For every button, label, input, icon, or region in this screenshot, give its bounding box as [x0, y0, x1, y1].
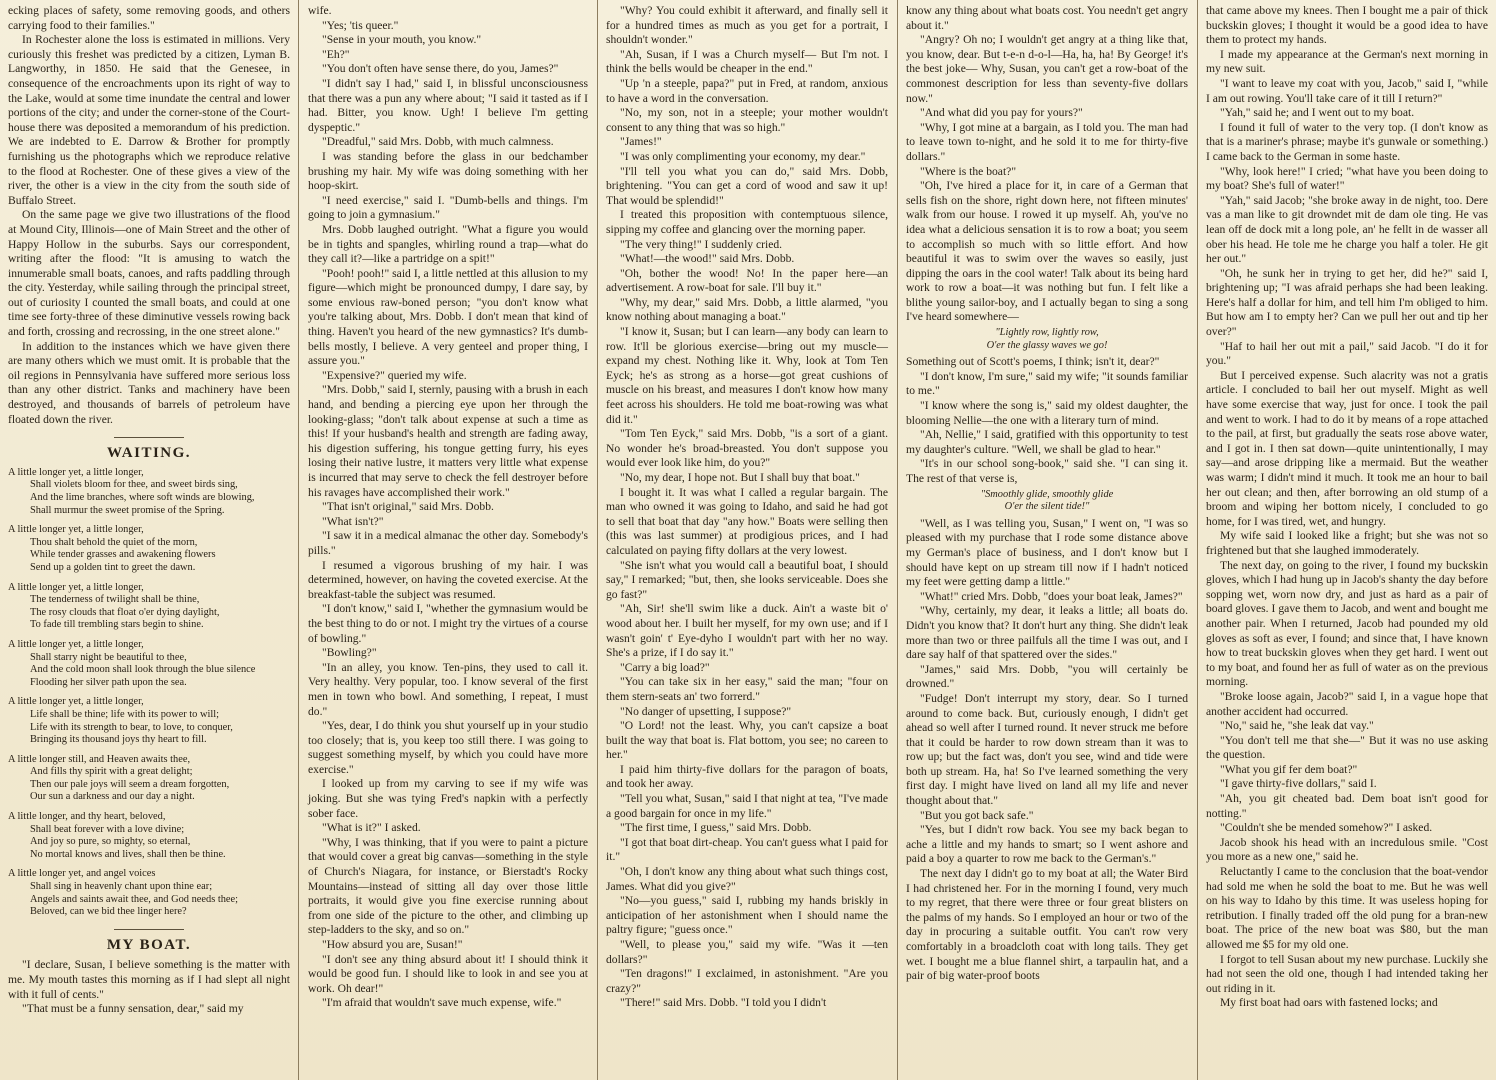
- paragraph: "Ten dragons!" I exclaimed, in astonishment. "Are you crazy?": [606, 967, 888, 995]
- paragraph: "Why, certainly, my dear, it leaks a little; all boats do. Didn't you know that? It don't hurt any thing. She didn't leak more than two or three pailfuls all the time I was out, and I dare say half of that spattered over the sides.": [906, 604, 1188, 662]
- poem-stanza: [8, 696, 290, 746]
- paragraph: "Eh?": [322, 47, 350, 61]
- poem-line: A little longer yet, a little longer,: [8, 581, 144, 593]
- paragraph: "O Lord! not the least. Why, you can't capsize a boat built the way that boat is. Flat bottom, you see; no careen to her.": [606, 719, 888, 762]
- paragraph: "Haf to hail her out mit a pail," said Jacob. "I do it for you.": [1206, 339, 1488, 368]
- poem-line: Send up a golden tint to greet the dawn.: [30, 561, 196, 573]
- paragraph: "Where is the boat?": [920, 164, 1017, 178]
- paragraph: "Why, look here!" I cried; "what have you been doing to my boat? She's full of water!": [1206, 164, 1488, 193]
- paragraph: "No, my son, not in a steeple; your mother wouldn't consent to any thing that was so high.": [606, 106, 888, 134]
- paragraph: "That must be a funny sensation, dear," said my: [22, 1002, 244, 1016]
- poem-line: Life shall be thine; life with its power to will;: [30, 708, 220, 720]
- paragraph: "I saw it in a medical almanac the other day. Somebody's pills.": [308, 529, 588, 557]
- paragraph: "Expensive?" queried my wife.: [322, 368, 467, 382]
- paragraph: I was standing before the glass in our bedchamber brushing my hair. My wife was doing something with her hoop-skirt.: [308, 149, 588, 193]
- paragraph: "Yah," said he; and I went out to my boat.: [1220, 106, 1415, 120]
- paragraph: "Oh, he sunk her in trying to get her, did he?" said I, brightening up; "I was afraid perhaps she had been leaking. Here's half a dollar for him, and tell him I'm obliged to him. But how am I to empty her? Can we pull her out and tip her over?": [1206, 266, 1488, 339]
- paragraph: "How absurd you are, Susan!": [322, 938, 463, 951]
- paragraph: "It's in our school song-book," said she. "I can sing it. The rest of that verse is,: [906, 457, 1188, 485]
- poem-line: The rosy clouds that float o'er dying daylight,: [30, 606, 220, 618]
- paragraph: "Carry a big load?": [620, 660, 710, 674]
- column-2: [300, 0, 596, 1080]
- poem-line: While tender grasses and awakening flowers: [30, 549, 216, 561]
- paragraph: "What is it?" I asked.: [322, 821, 421, 835]
- paragraph: My wife said I looked like a fright; but she was not so frightened but that she laughed immoderately.: [1206, 529, 1488, 557]
- paragraph: "Tell you what, Susan," said I that night at tea, "I've made a good bargain for once in my life.": [606, 792, 888, 820]
- poem-line: And the cold moon shall look through the blue silence: [30, 664, 256, 676]
- paragraph: "Oh, bother the wood! No! In the paper here—an advertisement. A row-boat for sale. I'll buy it.": [606, 266, 888, 295]
- poem-stanza: [8, 868, 290, 918]
- paragraph: "Mrs. Dobb," said I, sternly, pausing with a brush in each hand, and bending a piercing eye upon her through the looking-glass; "don't talk about expense at such a time as this! If your husband's health and strength are fading away, his digestion suffering, his tongue getting furry, his eyes losing their native lustre, it matters very little what expense is incurred that may serve to check the fell destroyer before his ravages have accomplished their work.": [308, 383, 588, 499]
- paragraph: "Ah, you git cheated bad. Dem boat isn't good for notting.": [1206, 792, 1488, 820]
- poem-line: And the lime branches, where soft winds are blowing,: [30, 492, 255, 503]
- poem-line: Shall sing in heavenly chant upon thine ear;: [30, 881, 213, 893]
- paragraph: "No, my dear, I hope not. But I shall buy that boat.": [620, 471, 860, 484]
- poem-line: To fade till trembling stars begin to shine.: [30, 619, 204, 631]
- paragraph: "There!" said Mrs. Dobb. "I told you I didn't: [620, 996, 827, 1010]
- paragraph: "I don't see any thing absurd about it! I should think it would be good fun. I should like to look in and see you at work. Oh dear!": [308, 952, 588, 995]
- paragraph: "What isn't?": [322, 514, 384, 528]
- poem-line: Our sun a darkness and our day a night.: [30, 791, 195, 803]
- paragraph: "Ah, Sir! she'll swim like a duck. Ain't a waste bit o' wood about her. I built her myself, for my own use; and if I wasn't goin' t' Eye-dyho I wouldn't part with her no way. She's a prize, if I do say it.": [606, 602, 888, 660]
- paragraph: "What you gif fer dem boat?": [1220, 762, 1358, 776]
- paragraph: "I know it, Susan; but I can learn—any body can learn to row. It'll be glorious exercise—bring out my muscle—expand my chest. Nothing like it. Why, look at Tom Ten Eyck; he's as strong as a horse—got great cushions of muscle on his breast, and measures I don't know how many feet across his shoulders. He told me boat-rowing was what did it.": [606, 325, 888, 426]
- poem-line: Thou shalt behold the quiet of the morn,: [30, 536, 198, 548]
- paragraph: "I don't know," said I, "whether the gymnasium would be the best thing to do or not. I might try the virtues of a course of bowling.": [308, 602, 588, 645]
- paragraph: The next day I didn't go to my boat at all; the Water Bird I had christened her. For in the morning I found, very much to my regret, that there were three or four great blisters on the palms of my hands. So I employed an hour or two of the day in procuring a suitable outfit. You can't row very comfortably in a broadcloth coat with long tails. They get wet. I bought me a blue flannel shirt, a tarpaulin hat, and a pair of big water-proof boots: [906, 867, 1188, 983]
- paragraph: Jacob shook his head with an incredulous smile. "Cost you more as a new one," said he.: [1206, 835, 1488, 864]
- paragraph: "Couldn't she be mended somehow?" I asked.: [1220, 821, 1433, 835]
- section-divider: [114, 929, 184, 930]
- poem-line: Life with its strength to bear, to love, to conquer,: [30, 721, 233, 733]
- paragraph: I treated this proposition with contemptuous silence, sipping my coffee and glancing over the morning paper.: [606, 208, 888, 236]
- paragraph: But I perceived expense. Such alacrity was not a gratis article. I concluded to bail her out myself. Might as well have some exercise that way, just for once. I took the pail and went to work. I had to do it by means of a rope attached to the pail, at first, but gradually the seats rose above water, and I got in. I then sat down—quite unintentionally, I may say—and arose dripping like a mermaid. But the weather was warm; I didn't mind it much. It took me an hour to bail her out clean; and then, after borrowing an old stump of a broom and wiping her bottom nicely, I concluded to go home, for I was tired, wet, and hungry.: [1206, 368, 1488, 528]
- paragraph: "Yah," said Jacob; "she broke away in de night, too. Dere vas a man like to git drowndet mit de dam ole ting. He vas lean off de dock mit a long pole, an' he fellt in de wasser all ober his head. He tole me he charge you half a toler. He git her out.": [1206, 193, 1488, 266]
- paragraph: I made my appearance at the German's next morning in my new suit.: [1206, 47, 1488, 76]
- paragraph: "You can take six in her easy," said the man; "four on them stern-seats an' two forrerd.": [606, 675, 888, 703]
- paragraph: "Well, as I was telling you, Susan," I went on, "I was so pleased with my purchase that I rode some distance above my German's place of business, and I don't know but I should have kept on up stream till now if I hadn't noticed my feet were getting damp a little.": [906, 516, 1188, 589]
- paragraph: "Well, to please you," said my wife. "Was it —ten dollars?": [606, 938, 888, 966]
- song-verse: [906, 327, 1188, 352]
- paragraph: "Yes, but I didn't row back. You see my back began to ache a little and my hands to smart; so I went ashore and paid a boy a quarter to row me back to the German's.": [906, 823, 1188, 866]
- verse-line: "Smoothly glide, smoothly glide: [980, 488, 1114, 500]
- poem: [8, 467, 290, 919]
- poem-line: Then our pale joys will seem a dream forgotten,: [30, 778, 230, 790]
- poem-line: A little longer, and thy heart, beloved,: [8, 811, 166, 823]
- paragraph: "The first time, I guess," said Mrs. Dobb.: [620, 821, 812, 835]
- paragraph: I paid him thirty-five dollars for the paragon of boats, and took her away.: [606, 762, 888, 791]
- paragraph: "The very thing!" I suddenly cried.: [620, 237, 783, 251]
- paragraph: "I gave thirty-five dollars," said I.: [1220, 777, 1377, 791]
- paragraph: ecking places of safety, some removing goods, and others carrying food to their families.": [8, 4, 290, 32]
- story-title: MY BOAT.: [106, 936, 192, 953]
- poem-line: And fills thy spirit with a great delight;: [30, 766, 193, 778]
- poem-line: The tenderness of twilight shall be thine,: [30, 594, 200, 606]
- verse-line: "Lightly row, lightly row,: [995, 327, 1099, 339]
- paragraph: know any thing about what boats cost. You needn't get angry about it.": [906, 4, 1188, 32]
- paragraph: I looked up from my carving to see if my wife was joking. But she was tying Fred's napkin with a perfectly sober face.: [308, 777, 588, 820]
- poem-stanza: [8, 524, 290, 574]
- paragraph: "I didn't say I had," said I, in blissful unconsciousness that there was a pun any where about; "I said it tasted as if I had. Bitter, you know. Ugh! I believe I'm getting dyspeptic.": [308, 76, 588, 134]
- paragraph: "I got that boat dirt-cheap. You can't guess what I paid for it.": [606, 835, 888, 864]
- poem-line: A little longer yet, a little longer,: [8, 638, 144, 650]
- paragraph: "James," said Mrs. Dobb, "you will certainly be drowned.": [906, 662, 1188, 691]
- paragraph: "Fudge! Don't interrupt my story, dear. So I turned around to come back. But, curiously enough, I didn't get ahead so well after I turned round. It never struck me before that it could be harder to row down stream than it was to row up; but the fact was, don't you see, wind and tide were both up stream. Ha, ha! So I've learned something the very first day. I might have lived on land all my life and never thought about that.": [906, 691, 1188, 808]
- column-4: [898, 0, 1196, 1080]
- paragraph: I found it full of water to the very top. (I don't know as that is a mariner's phrase; maybe it's gunwale or something.) I came back to the German in some haste.: [1206, 120, 1488, 163]
- paragraph: "In an alley, you know. Ten-pins, they used to call it. Very healthy. Very popular, too. I know several of the first men in town who bowl. And something, I repeat, I must do.": [308, 660, 588, 718]
- paragraph: "I need exercise," said I. "Dumb-bells and things. I'm going to join a gymnasium.": [308, 193, 588, 222]
- poem-line: A little longer yet, a little longer,: [8, 524, 144, 536]
- paragraph: "Oh, I've hired a place for it, in care of a German that sells fish on the shore, right down here, not fifteen minutes' walk from our house. I rowed it up myself. Ah, you've no idea what a delicious sensation it is to row a boat; you seem to accomplish so much with so little effort. And how beautiful it was to swim over the waves so easily, just dipping the oars in the cool water! Talk about its being hard work to row a boat—it was nothing but fun. I felt like a blithe young sailor-boy, and I actually began to sing a song I've heard somewhere—: [906, 179, 1188, 324]
- column-rule: [298, 0, 299, 1080]
- paragraph: "Tom Ten Eyck," said Mrs. Dobb, "is a sort of a giant. No wonder he's broad-breasted. You don't suppose you would ever look like him, do you?": [606, 427, 888, 470]
- poem-line: No mortal knows and lives, shall then be thine.: [30, 848, 226, 860]
- paragraph: "I'm afraid that wouldn't save much expense, wife.": [322, 996, 562, 1010]
- paragraph: "No danger of upsetting, I suppose?": [620, 704, 792, 718]
- paragraph: "Why, I got mine at a bargain, as I told you. The man had to leave town to-night, and he sold it to me for thirty-five dollars.": [906, 120, 1188, 163]
- poem-line: A little longer yet, a little longer,: [8, 466, 144, 478]
- paragraph: "No," said he, "she leak dat vay.": [1220, 719, 1374, 733]
- poem-line: Shall starry night be beautiful to thee,: [30, 651, 187, 663]
- poem-line: Shall beat forever with a love divine;: [30, 823, 185, 835]
- verse-line: O'er the glassy waves we go!: [986, 339, 1108, 351]
- poem-stanza: [8, 811, 290, 861]
- poem-line: A little longer yet, and angel voices: [8, 868, 156, 880]
- poem-line: And joy so pure, so mighty, so eternal,: [30, 836, 191, 848]
- paragraph: "Ah, Nellie," I said, gratified with this opportunity to test my daughter's culture. "Well, we shall be glad to hear.": [906, 428, 1188, 456]
- paragraph: "I'll tell you what you can do," said Mrs. Dobb, brightening. "You can get a cord of wood and saw it up! That would be splendid!": [606, 164, 888, 207]
- poem-line: Shall murmur the sweet promise of the Spring.: [30, 504, 225, 516]
- paragraph: "Bowling?": [322, 646, 377, 660]
- paragraph: "James!": [620, 135, 662, 149]
- poem-stanza: [8, 467, 290, 517]
- paragraph: "I want to leave my coat with you, Jacob," said I, "while I am out rowing. You'll take care of it till I return?": [1206, 76, 1488, 105]
- paragraph: that came above my knees. Then I bought me a pair of thick buckskin gloves; I thought it would be a good idea to have them to protect my hands.: [1206, 4, 1488, 47]
- paragraph: I bought it. It was what I called a regular bargain. The man who owned it was going to Idaho, and said he had got to sell that boat that day "any how." Boats were selling then (this was last summer) at prodigious prices, and I had calculated on paying fifty dollars at the very lowest.: [606, 485, 888, 557]
- paragraph: "Up 'n a steeple, papa?" put in Fred, at random, anxious to have a word in the conversation.: [606, 76, 888, 105]
- paragraph: wife.: [308, 4, 332, 17]
- paragraph: On the same page we give two illustrations of the flood at Mound City, Illinois—one of Main Street and the other of Happy Hollow in the suburbs. Says our correspondent, writing after the flood: "It is amusing to watch the innumerable small boats, canoes, and rafts paddling through the city. Yesterday, while sailing through the principal street, out of curiosity I counted the small boats, and could at one time see forty-three of these diminutive vessels rowing back and forth, crossing and recrossing, in the one street alone.": [8, 208, 290, 339]
- poem-line: Flooding her silver path upon the sea.: [30, 676, 187, 688]
- paragraph: "Oh, I don't know any thing about what such things cost, James. What did you give?": [606, 865, 888, 893]
- poem-line: Beloved, can we bid thee linger here?: [30, 906, 187, 918]
- paragraph: "That isn't original," said Mrs. Dobb.: [322, 500, 494, 514]
- poem-stanza: [8, 639, 290, 689]
- poem-stanza: [8, 754, 290, 804]
- paragraph: I forgot to tell Susan about my new purchase. Luckily she had not seen the old one, though I had intended taking her out riding in it.: [1206, 952, 1488, 995]
- paragraph: "I don't know, I'm sure," said my wife; "it sounds familiar to me.": [906, 369, 1188, 398]
- paragraph: "I declare, Susan, I believe something is the matter with me. My mouth tastes this morning as if I had slept all night with it full of cents.": [8, 958, 290, 1001]
- paragraph: "Pooh! pooh!" said I, a little nettled at this allusion to my figure—which might be pronounced dumpy, I dare say, by some envious raw-boned person; "you don't know what you're talking about, Mrs. Dobb. I don't mean that kind of thing. Haven't you heard of the new gymnastics? It's dumb-bells mostly, I believe. A very genteel and proper thing, I assure you.": [308, 266, 588, 368]
- paragraph: "Broke loose again, Jacob?" said I, in a vague hope that another accident had occurred.: [1206, 689, 1488, 718]
- paragraph: Mrs. Dobb laughed outright. "What a figure you would be in tights and spangles, whirling round a trap—what do they call it?—like a partridge on a spit!": [308, 222, 588, 266]
- paragraph: The next day, on going to the river, I found my buckskin gloves, which I had hung up in Jacob's shanty the day before sopping wet, worn now dry, and just as hard as a pair of board gloves. I gave them to Jacob, and went and bought me another pair. When I returned, Jacob had pounded my old gloves as soft as ever, I found; and since that, I have known how to treat buckskin gloves when they get hard. I went out to my boat, and found her as full of water as on the previous morning.: [1206, 558, 1488, 689]
- paragraph: My first boat had oars with fastened locks; and: [1220, 996, 1438, 1010]
- column-5: [1198, 0, 1496, 1080]
- paragraph: "What!—the wood!" said Mrs. Dobb.: [620, 252, 795, 266]
- poem-title: WAITING.: [106, 445, 192, 462]
- poem-stanza: [8, 582, 290, 632]
- paragraph: In addition to the instances which we have given there are many others which we must omit. It is probable that the oil regions in Pennsylvania have suffered more serious loss than any other district. Tanks and machinery have been destroyed, and thousands of barrels of petroleum have floated down the river.: [8, 339, 290, 426]
- column-3: [598, 0, 896, 1080]
- paragraph: "And what did you pay for yours?": [920, 106, 1083, 120]
- paragraph: "Angry? Oh no; I wouldn't get angry at a thing like that, you know, dear. But t-e-n d-o-l—Ha, ha, ha! By George! it's the best joke— Why, Susan, you can't get a row-boat of the commonest description for less than seventy-five dollars now.": [906, 33, 1188, 105]
- section-divider: [114, 437, 184, 438]
- paragraph: "Yes, dear, I do think you shut yourself up in your studio too closely; that is, you keep too still there. I was going to suggest something myself, by which you could have more exercise.": [308, 719, 588, 776]
- paragraph: In Rochester alone the loss is estimated in millions. Very curiously this freshet was predicted by a citizen, Lyman B. Langworthy, in 1850. He said that the Genesee, in consequence of the encroachments upon its right of way to the Lake, would at some time inundate the central and lower portions of the city; and under the corner-stone of the Court-house there was deposited a memorandum of his prediction. We are indebted to E. Darrow & Brother for promptly furnishing us the photographs which we reproduce relative to the flood at Rochester. One of these gives a view of the river, the other is a view in the city from the south side of Buffalo Street.: [8, 33, 290, 207]
- paragraph: "You don't tell me that she—" But it was no use asking the question.: [1206, 733, 1488, 762]
- song-verse: [906, 489, 1188, 514]
- poem-line: A little longer yet, a little longer,: [8, 696, 144, 708]
- poem-line: Shall violets bloom for thee, and sweet birds sing,: [30, 479, 238, 491]
- paragraph: "Why? You could exhibit it afterward, and finally sell it for a hundred times as much as you get for a portrait, I shouldn't wonder.": [606, 4, 888, 47]
- paragraph: "I was only complimenting your economy, my dear.": [620, 149, 866, 163]
- paragraph: "But you got back safe.": [920, 808, 1034, 822]
- poem-line: A little longer still, and Heaven awaits thee,: [8, 753, 191, 765]
- poem-line: Angels and saints await thee, and God needs thee;: [30, 893, 239, 905]
- paragraph: "Sense in your mouth, you know.": [322, 33, 482, 47]
- paragraph: "Why, my dear," said Mrs. Dobb, a little alarmed, "you know nothing about managing a boat.": [606, 295, 888, 324]
- paragraph: "You don't often have sense there, do you, James?": [322, 62, 559, 76]
- verse-line: O'er the silent tide!": [1004, 501, 1090, 513]
- paragraph: "Dreadful," said Mrs. Dobb, with much calmness.: [322, 135, 554, 149]
- paragraph: "I know where the song is," said my oldest daughter, the blooming Nellie—the one with a literary turn of mind.: [906, 399, 1188, 427]
- paragraph: "She isn't what you would call a beautiful boat, I should say," I remarked; "but, then, she looks serviceable. Does she go fast?": [606, 558, 888, 601]
- paragraph: "Why, I was thinking, that if you were to paint a picture that would cover a great big canvas—something in the style of Church's Niagara, for instance, or Bierstadt's Rocky Mountains—instead of sitting all day over those little portraits, it would give you fine exercise running about from one side of the picture to the other, and climbing up step-ladders to the sky, and so on.": [308, 835, 588, 937]
- paragraph: I resumed a vigorous brushing of my hair. I was determined, however, on having the coveted exercise. At the breakfast-table the subject was resumed.: [308, 558, 588, 601]
- poem-line: Bringing its thousand joys thy heart to fill.: [30, 734, 207, 746]
- paragraph: "No—you guess," said I, rubbing my hands briskly in anticipation of her astonishment when I should name the paltry figure; "guess once.": [606, 894, 888, 937]
- paragraph: "What!" cried Mrs. Dobb, "does your boat leak, James?": [920, 589, 1183, 603]
- paragraph: Reluctantly I came to the conclusion that the boat-vendor had sold me when he sold the boat to me. But he was well on his way to Idaho by this time. It was useless hoping for retribution. I finally traded off the old pung for a bran-new boat. The price of the new boat was $80, but the man allowed me $5 for my old one.: [1206, 865, 1488, 951]
- paragraph: Something out of Scott's poems, I think; isn't it, dear?": [906, 355, 1160, 369]
- paragraph: "Yes; 'tis queer.": [322, 18, 399, 32]
- column-1: [0, 0, 298, 1080]
- paragraph: "Ah, Susan, if I was a Church myself— But I'm not. I think the bells would be cheaper in the end.": [606, 47, 888, 76]
